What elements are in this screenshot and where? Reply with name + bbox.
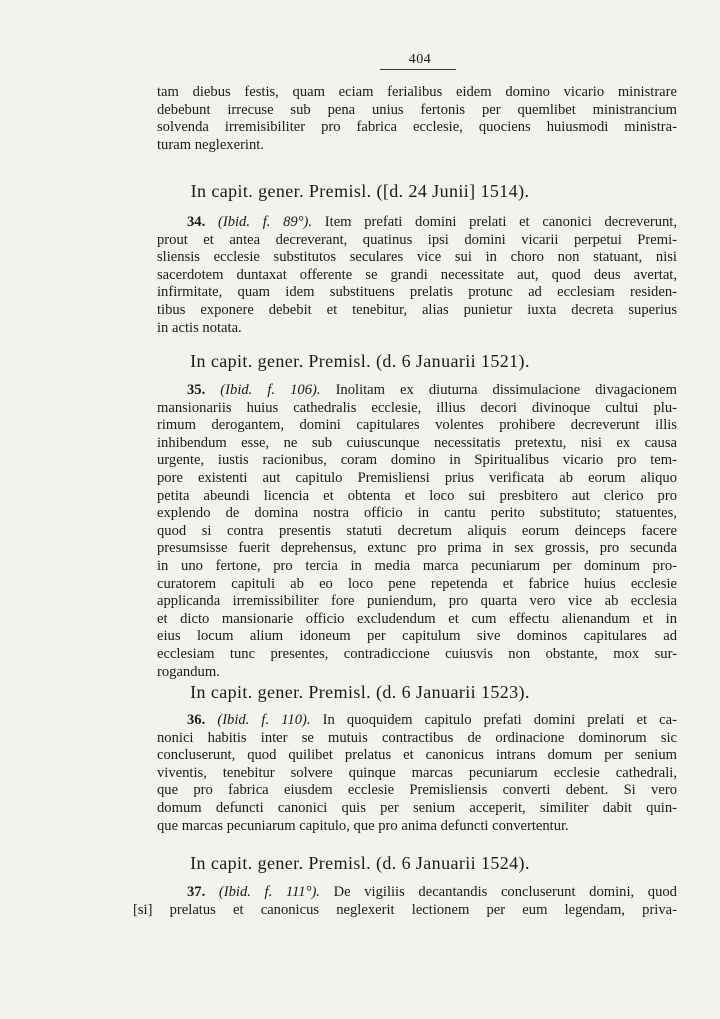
text-line: ecclesiam tunc presentes, contradiccione cuiusvis non obstante, mox sur- [157, 645, 677, 662]
text-line: pore existenti aut capitulo Premisliensi prius verificata ab eorum aliquo [157, 469, 677, 486]
text-line: quod si contra presentis statuti decretum aliquis eorum deinceps facere [157, 522, 677, 539]
article-number: 36. [187, 712, 206, 728]
text-line: explendo de domina nostra officio in cantu perito substituto; statuentes, [157, 505, 677, 522]
text-fragment: De vigiliis decantandis concluserunt domini, quod [333, 884, 677, 900]
section-heading: In capit. gener. Premisl. (d. 6 Januarii 1523). [190, 682, 530, 702]
text-line: in uno fertone, pro tercia in media marca pecuniarum per dominum pro- [157, 557, 677, 574]
text-line: turam neglexerint. [157, 136, 264, 153]
text-line: prout et antea decreverant, quatinus ipsi domini vicarii perpetui Premi- [157, 231, 677, 248]
text-line: inhibendum esse, ne sub cuiuscunque necessitatis pretextu, nisi ex causa [157, 434, 677, 451]
section-paragraph [157, 214, 677, 337]
text-fragment: Item prefati domini prelati et canonici decreverunt, [324, 214, 677, 230]
text-line: in actis notata. [157, 319, 242, 336]
text-line [157, 712, 677, 730]
text-line: mansionariis huius cathedralis ecclesie, illius decori divinoque cultui plu- [157, 399, 677, 416]
text-line: concluserunt, quod quilibet prelatus et canonicus intrans domum per senium [157, 747, 677, 764]
section-paragraph [157, 712, 677, 835]
source-reference: (Ibid. f. 106). [220, 382, 321, 398]
section-paragraph [133, 884, 677, 919]
text-line: domum defuncti canonici quis per senium acceperit, similiter dabit quin- [157, 799, 677, 816]
text-line: urgente, iustis racionibus, coram domino in Spiritualibus vicario pro tem- [157, 452, 677, 469]
text-line: sacerdotem duntaxat offerente se grandi necessitate aut, quod deus avertat, [157, 266, 677, 283]
text-line: debebunt irrecuse sub pena unius fertonis per quemlibet ministrancium [157, 101, 677, 118]
text-line [157, 382, 677, 400]
section-paragraph [157, 382, 677, 681]
section-heading: In capit. gener. Premisl. (d. 6 Januarii 1524). [190, 853, 530, 873]
text-line: que pro fabrica eiusdem ecclesie Premisliensis converti debent. Si vero [157, 782, 677, 799]
text-line: [si] prelatus et canonicus neglexerit lectionem per eum legendam, priva- [133, 901, 677, 918]
text-line: presumsisse fuerit deprehensus, extunc pro prima in sex grossis, pro secunda [157, 540, 677, 557]
text-fragment: In quoquidem capitulo prefati domini prelati et ca- [322, 712, 677, 728]
source-reference: (Ibid. f. 110). [217, 712, 311, 728]
text-line: petita abeundi licencia et obtenta et loco sui presbitero aut clerico pro [157, 487, 677, 504]
text-line [157, 214, 677, 232]
intro-paragraph [157, 84, 677, 154]
text-line [157, 884, 677, 902]
article-number: 35. [187, 382, 206, 398]
text-line: eius locum alium idoneum per capitulum sive dominos capitulares ad [157, 628, 677, 645]
text-line: sliensis ecclesie substitutos seculares vice sui in choro non statuant, nisi [157, 249, 677, 266]
article-number: 37. [187, 884, 206, 900]
text-line: nonici habitis inter se mutuis contractibus de ordinacione dominorum sic [157, 729, 677, 746]
text-line: et dicto mansionarie officio excludendum et cum effectu alienandum et in [157, 610, 677, 627]
article-number: 34. [187, 214, 206, 230]
source-reference: (Ibid. f. 89°). [217, 214, 313, 230]
text-line: que marcas pecuniarum capitulo, que pro anima defuncti convertentur. [157, 817, 569, 834]
text-fragment: Inolitam ex diuturna dissimulacione divagacionem [335, 382, 677, 398]
section-heading: In capit. gener. Premisl. (d. 6 Januarii 1521). [190, 351, 530, 371]
text-line: tam diebus festis, quam eciam ferialibus eidem domino vicario ministrare [157, 84, 677, 100]
text-line: rimum derogantem, domini capitulares volentes prohibere decreverunt illis [157, 417, 677, 434]
text-line: infirmitate, quam idem substituens prelatis protunc ad ecclesiam residen- [157, 284, 677, 301]
text-line: rogandum. [157, 663, 220, 680]
text-line: solvenda irremisibiliter pro fabrica ecclesie, quociens huiusmodi ministra- [157, 119, 677, 136]
text-line: viventis, tenebitur solvere quinque marcas pecuniarum ecclesie cathedrali, [157, 764, 677, 781]
page-number: 404 [408, 52, 432, 67]
text-line: curatorem capituli ab eo loco pene repetenda et fabrice huius ecclesie [157, 575, 677, 592]
page-number-rule [380, 69, 456, 70]
text-line: applicanda irremissibiliter fore puniendum, pro quarta vero vice ab ecclesia [157, 593, 677, 610]
source-reference: (Ibid. f. 111°). [218, 884, 320, 900]
text-line: tibus exponere debebit et tenebitur, alias punietur iuxta decreta superius [157, 301, 677, 318]
section-heading: In capit. gener. Premisl. ([d. 24 Junii] 1514). [190, 181, 530, 201]
